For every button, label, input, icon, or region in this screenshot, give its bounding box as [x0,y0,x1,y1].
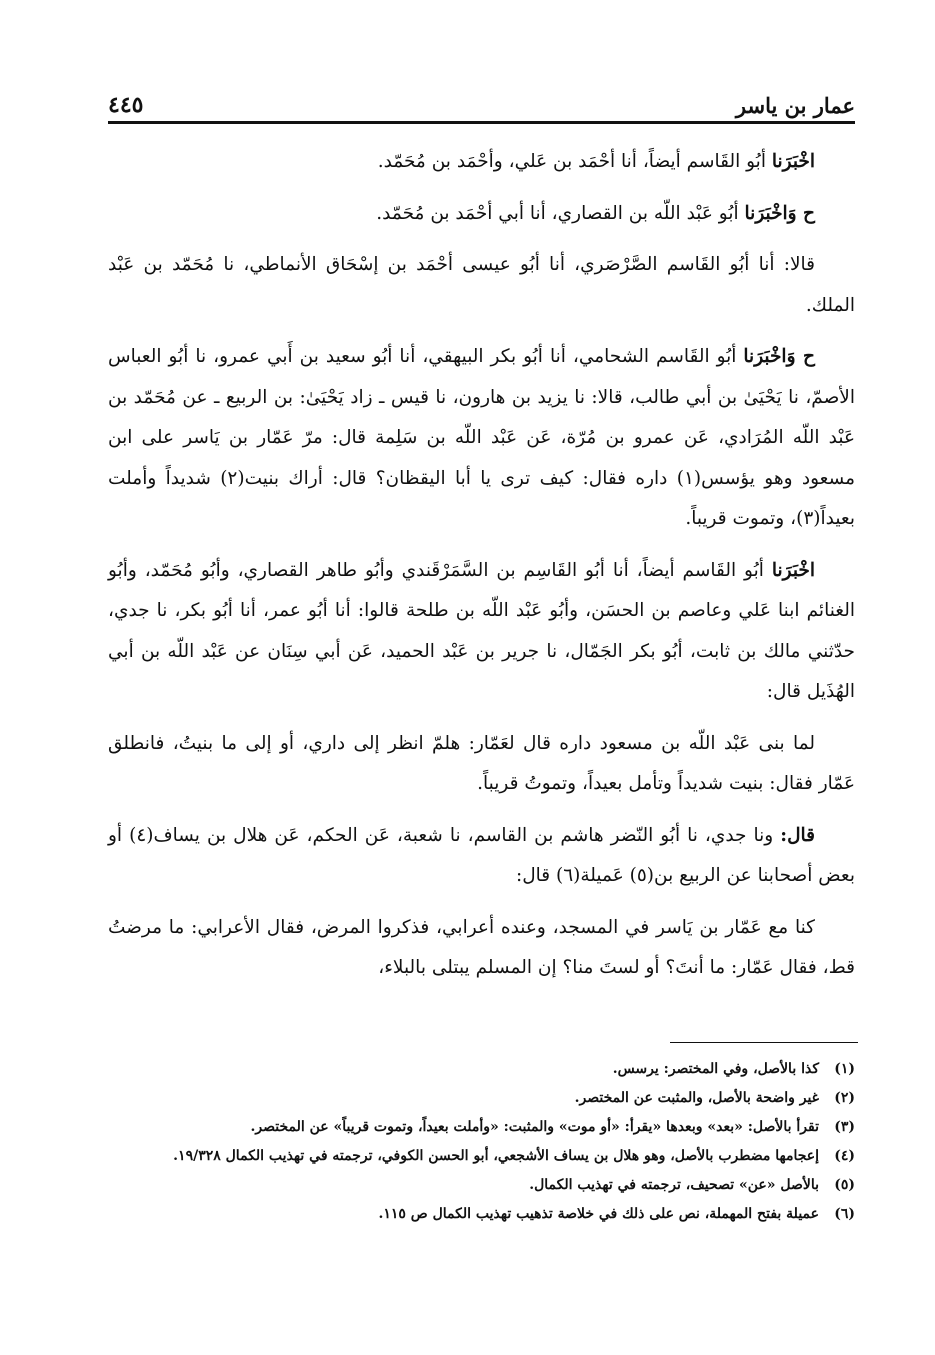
page-header [108,72,855,118]
footnote-number: (٥) [834,1177,855,1193]
paragraph [108,908,855,989]
page-number: ٤٤٥ [108,92,144,118]
paragraph [108,551,855,713]
footnotes [108,1055,855,1229]
paragraph-text: أبُو القَاسم الشحامي، أنا أبُو بكر البيهقي، أنا أبُو سعيد بن أَبي عمرو، نا أبُو العباس الأصمّ، نا يَحْيَىٰ بن أبي طالب، قالا: نا يزيد بن هارون، نا قيس ـ زاد يَحْيَىٰ: بن الربيع ـ عن مُحَمّد بن عَبْد اللّه المُرَادي، عَن عمرو بن مُرّة، عَن عَبْد اللّه بن سَلِمة قال: مرّ عَمّار بن يَاسر على ابن مسعود وهو يؤسس(١) داره فقال: كيف ترى يا أبا اليقظان؟ قال: أراك بنيت(٢) شديداً وأملت بعيداً(٣)، وتموت قريباً. [108,346,856,529]
footnote-text: كذا بالأصل، وفي المختصر: يرسس. [612,1061,819,1077]
paragraph-text: أبُو القَاسم أيضاً، أنا أحْمَد بن عَلي، وأحْمَد بن مُحَمّد. [377,151,772,172]
main-text [108,142,855,989]
footnote-rule [670,1042,858,1043]
paragraph-lead: ح وَاخْبَرَنا [744,202,815,224]
paragraph [108,142,855,183]
footnote-number: (٢) [834,1090,855,1106]
paragraph-text: قالا: أنا أبُو القَاسم الصَّرْصَري، أنا أبُو عيسى أحْمَد بن إسْحَاق الأنماطي، نا مُحَمّد بن عَبْد الملك. [108,254,855,316]
paragraph-lead: ح وَاخْبَرَنا [743,346,816,367]
paragraph-text: لما بنى عَبْد اللّه بن مسعود داره قال لعَمّار: هلمّ انظر إلى داري، أو إلى ما بنيتُ، فانطلق عَمّار فقال: بنيت شديداً وتأمل بعيداً، وتموتُ قريباً. [108,732,855,794]
paragraph-text: أبُو عَبْد اللّه بن القصاري، أنا أبي أحْمَد بن مُحَمّد. [376,202,745,224]
footnote-text: غير واضحة بالأصل، والمثبت عن المختصر. [574,1090,819,1106]
footnote [108,1171,855,1200]
footnote [108,1142,855,1171]
footnote-text: عميلة بفتح المهملة، نص على ذلك في خلاصة تذهيب تهذيب الكمال ص ١١٥. [378,1206,819,1222]
footnote [108,1113,855,1142]
paragraph [108,194,855,235]
paragraph [108,245,855,326]
footnote-text: إعجامها مضطرب بالأصل، وهو هلال بن يساف الأشجعي، أبو الحسن الكوفي، ترجمته في تهذيب الكمال ١٩/٣٢٨. [173,1148,819,1164]
footnote-number: (١) [834,1061,855,1077]
paragraph [108,337,855,540]
paragraph-lead: اخْبَرَنا [771,559,815,581]
footnote [108,1055,855,1084]
paragraph-lead: اخْبَرَنا [771,151,815,172]
paragraph [108,816,855,897]
header-rule [108,121,855,124]
footnote [108,1200,855,1229]
footnote-text: تقرأ بالأصل: «بعد» وبعدها «يقرأ: «أو موت» والمثبت: «وأملت بعيداً، وتموت قريباً» عن المختصر. [250,1119,819,1135]
paragraph-text: أبُو القَاسم أيضاً، أنا أبُو القَاسِم بن السَّمَرْقَندي وأبُو طاهر القصاري، وأبُو مُحَمّد، وأبُو الغنائم ابنا عَلي وعاصم بن الحسَن، وأبُو عَبْد اللّه بن طلحة قالوا: أنا أبُو عمر، أنا أبُو بكر، نا جدي، حدّثني مالك بن ثابت، أبُو بكر الجَمّال، نا جرير بن عَبْد الحميد، عَن أبي سِنَان عن عَبْد اللّه بن أبي الهُذَيل قال: [108,559,855,702]
footnote-number: (٣) [834,1119,855,1135]
paragraph-text: كنا مع عَمّار بن يَاسر في المسجد، وعنده أعرابي، فذكروا المرض، فقال الأعرابي: ما مرضتُ قط، فقال عَمّار: ما أنتَ؟ أو لستَ منا؟ إن المسلم يبتلى بالبلاء، [108,916,855,978]
running-title: عمار بن ياسر [735,93,855,118]
footnote-number: (٤) [834,1148,855,1164]
footnote [108,1084,855,1113]
paragraph-text: ونا جدي، نا أبُو النّضر هاشم بن القاسم، نا شعبة، عَن الحكم، عَن هلال بن يساف(٤) أو بعض أصحابنا عن الربيع بن(٥) عَميلة(٦) قال: [108,824,855,886]
paragraph-lead: قال: [780,824,815,846]
paragraph [108,724,855,805]
footnote-text: بالأصل «عن» تصحيف، ترجمته في تهذيب الكمال. [529,1177,819,1193]
footnote-number: (٦) [834,1206,855,1222]
